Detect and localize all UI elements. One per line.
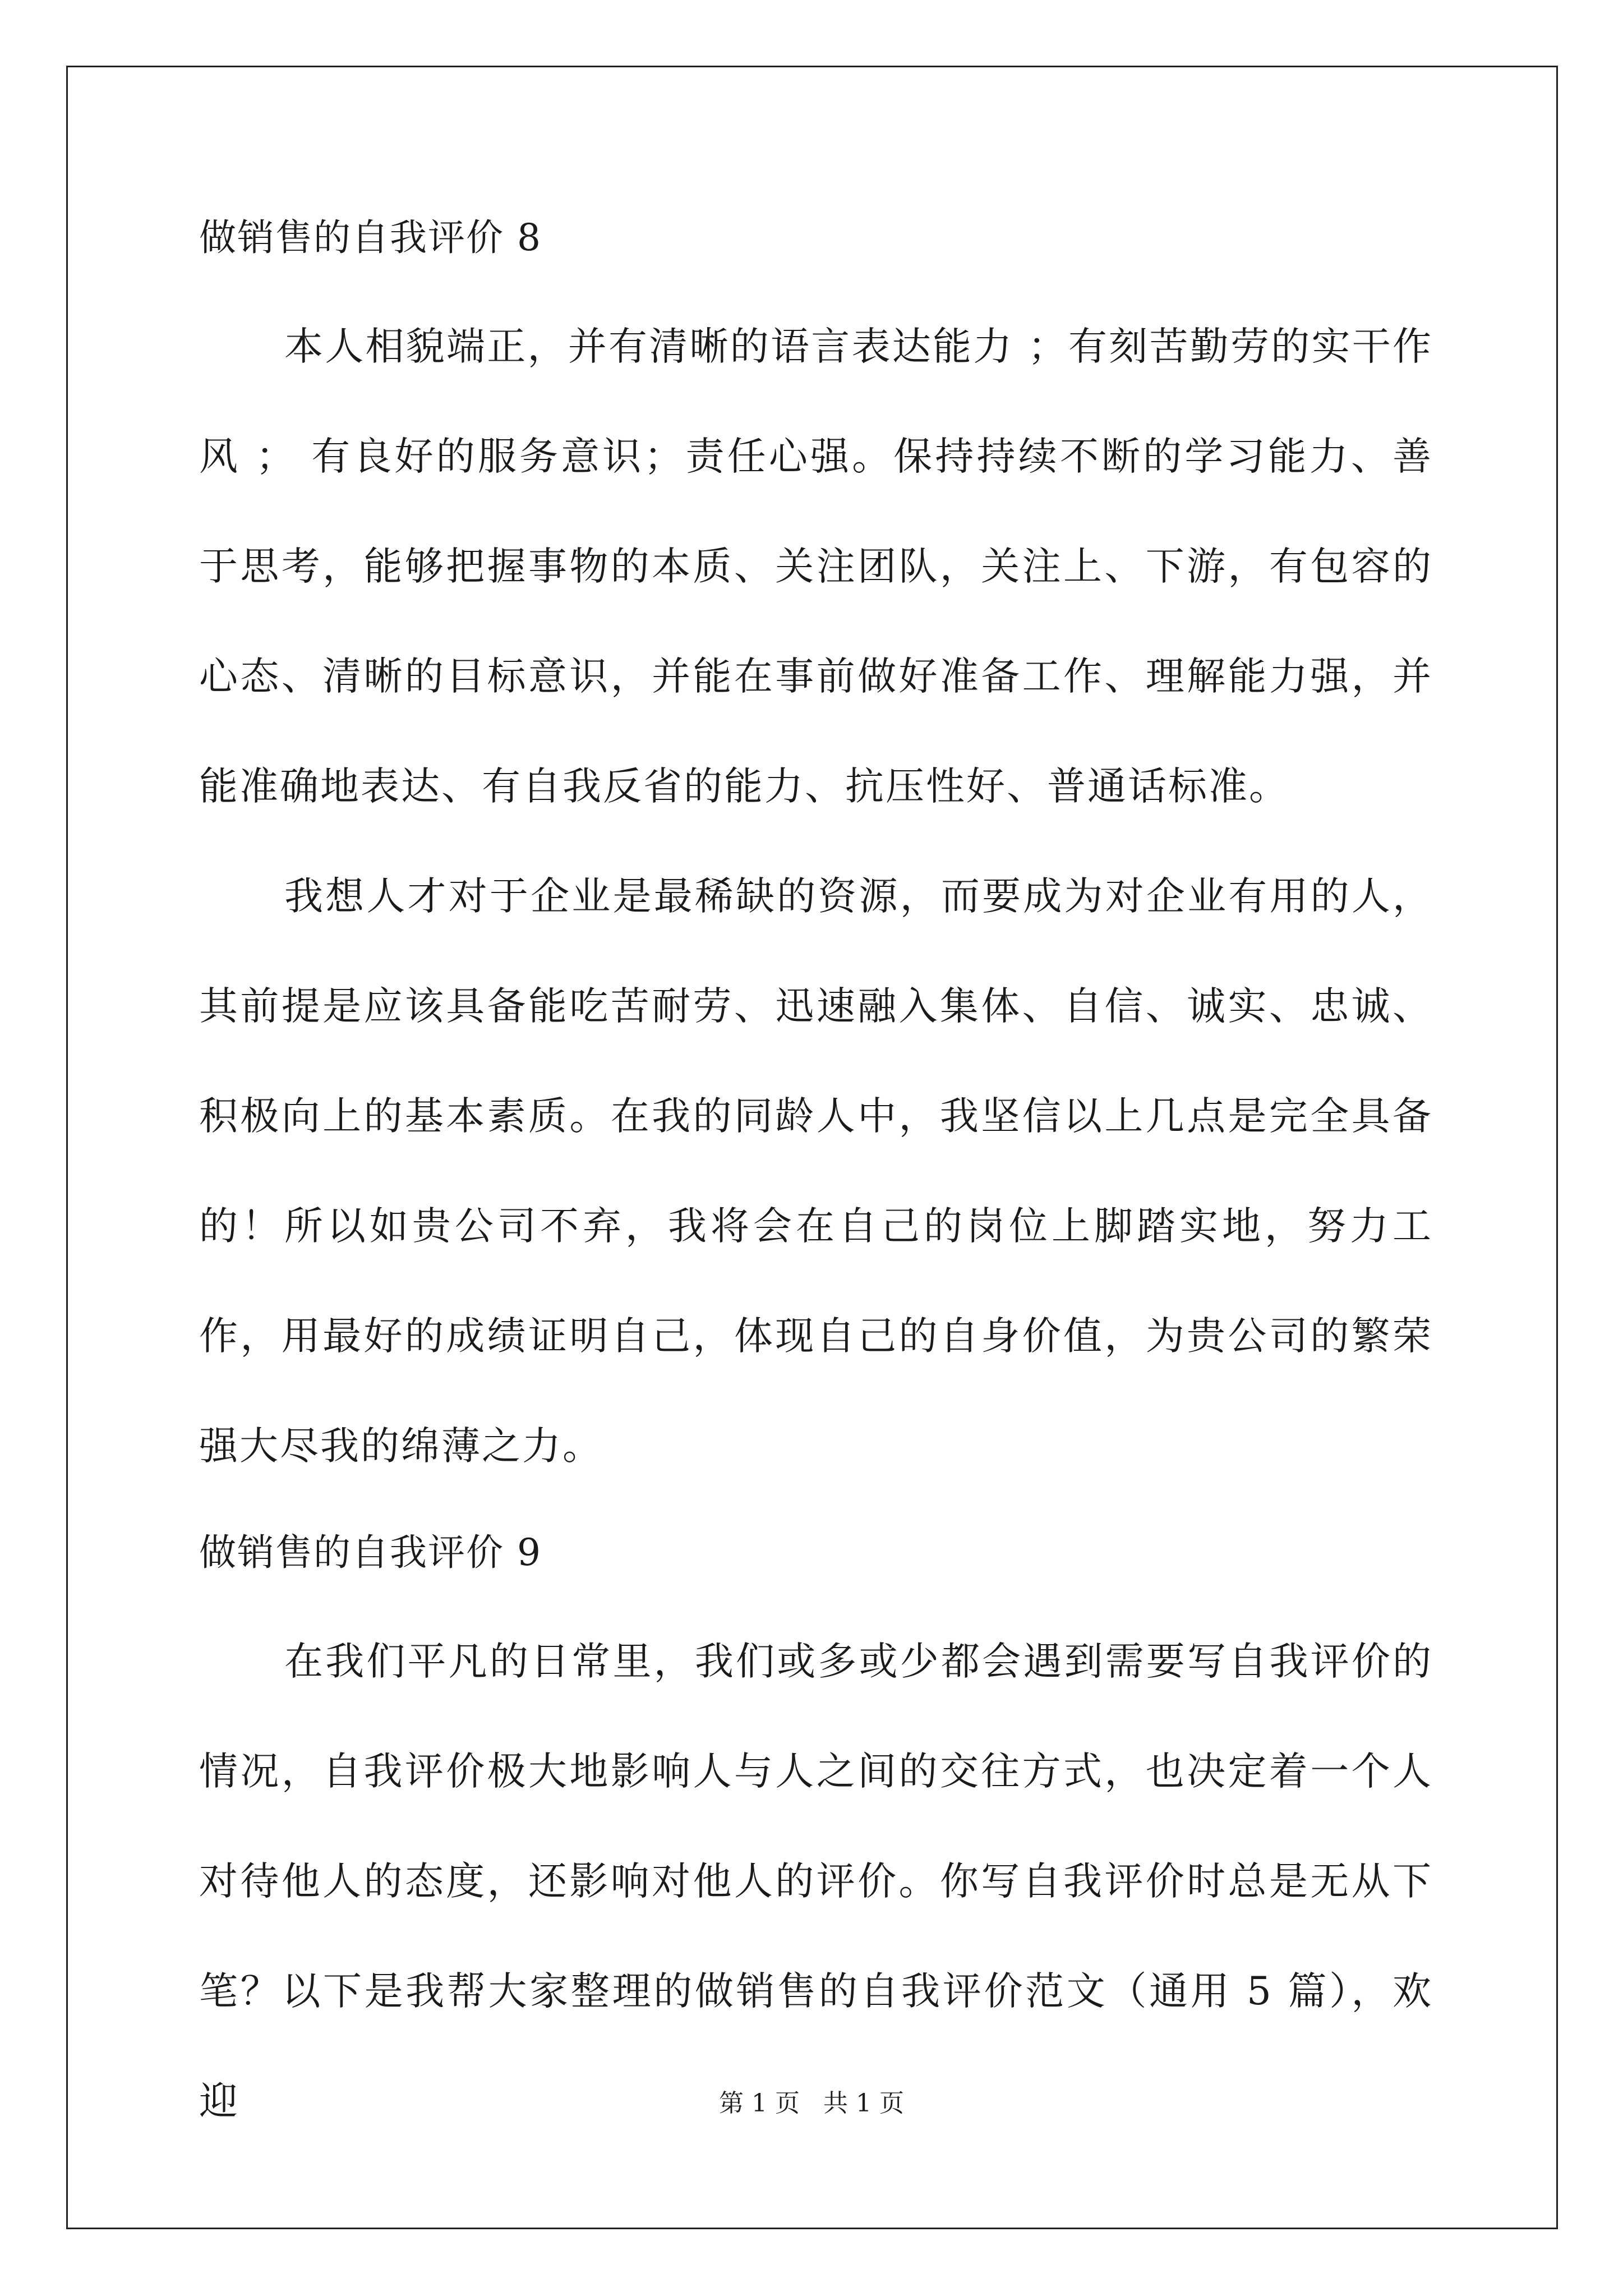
- paragraph: 在我们平凡的日常里，我们或多或少都会遇到需要写自我评价的情况，自我评价极大地影响人与人之间的交往方式，也决定着一个人对待他人的态度，还影响对他人的评价。你写自我评价时总是无从下笔？以下是我帮大家整理的做销售的自我评价范文（通用 5 篇），欢迎: [199, 1639, 1433, 2124]
- document-body: [199, 213, 1433, 2183]
- section-8-body: [199, 292, 1433, 1501]
- section-heading-9: 做销售的自我评价 9: [199, 1531, 542, 1574]
- section-9-body: [199, 1607, 1433, 2156]
- paragraph: 我想人才对于企业是最稀缺的资源，而要成为对企业有用的人，其前提是应该具备能吃苦耐劳、迅速融入集体、自信、诚实、忠诚、积极向上的基本素质。在我的同龄人中，我坚信以上几点是完全具备的！所以如贵公司不弃，我将会在自己的岗位上脚踏实地，努力工作，用最好的成绩证明自己，体现自己的自身价值，为贵公司的繁荣强大尽我的绵薄之力。: [199, 874, 1433, 1469]
- section-heading-8: 做销售的自我评价 8: [199, 216, 542, 259]
- paragraph: 本人相貌端正，并有清晰的语言表达能力 ；有刻苦勤劳的实干作风 ； 有良好的服务意识；责任心强。保持持续不断的学习能力、善于思考，能够把握事物的本质、关注团队，关注上、下游，有包容的心态、清晰的目标意识，并能在事前做好准备工作、理解能力强，并能准确地表达、有自我反省的能力、抗压性好、普通话标准。: [199, 324, 1433, 809]
- page-footer: 第 1 页 共 1 页: [719, 2089, 904, 2118]
